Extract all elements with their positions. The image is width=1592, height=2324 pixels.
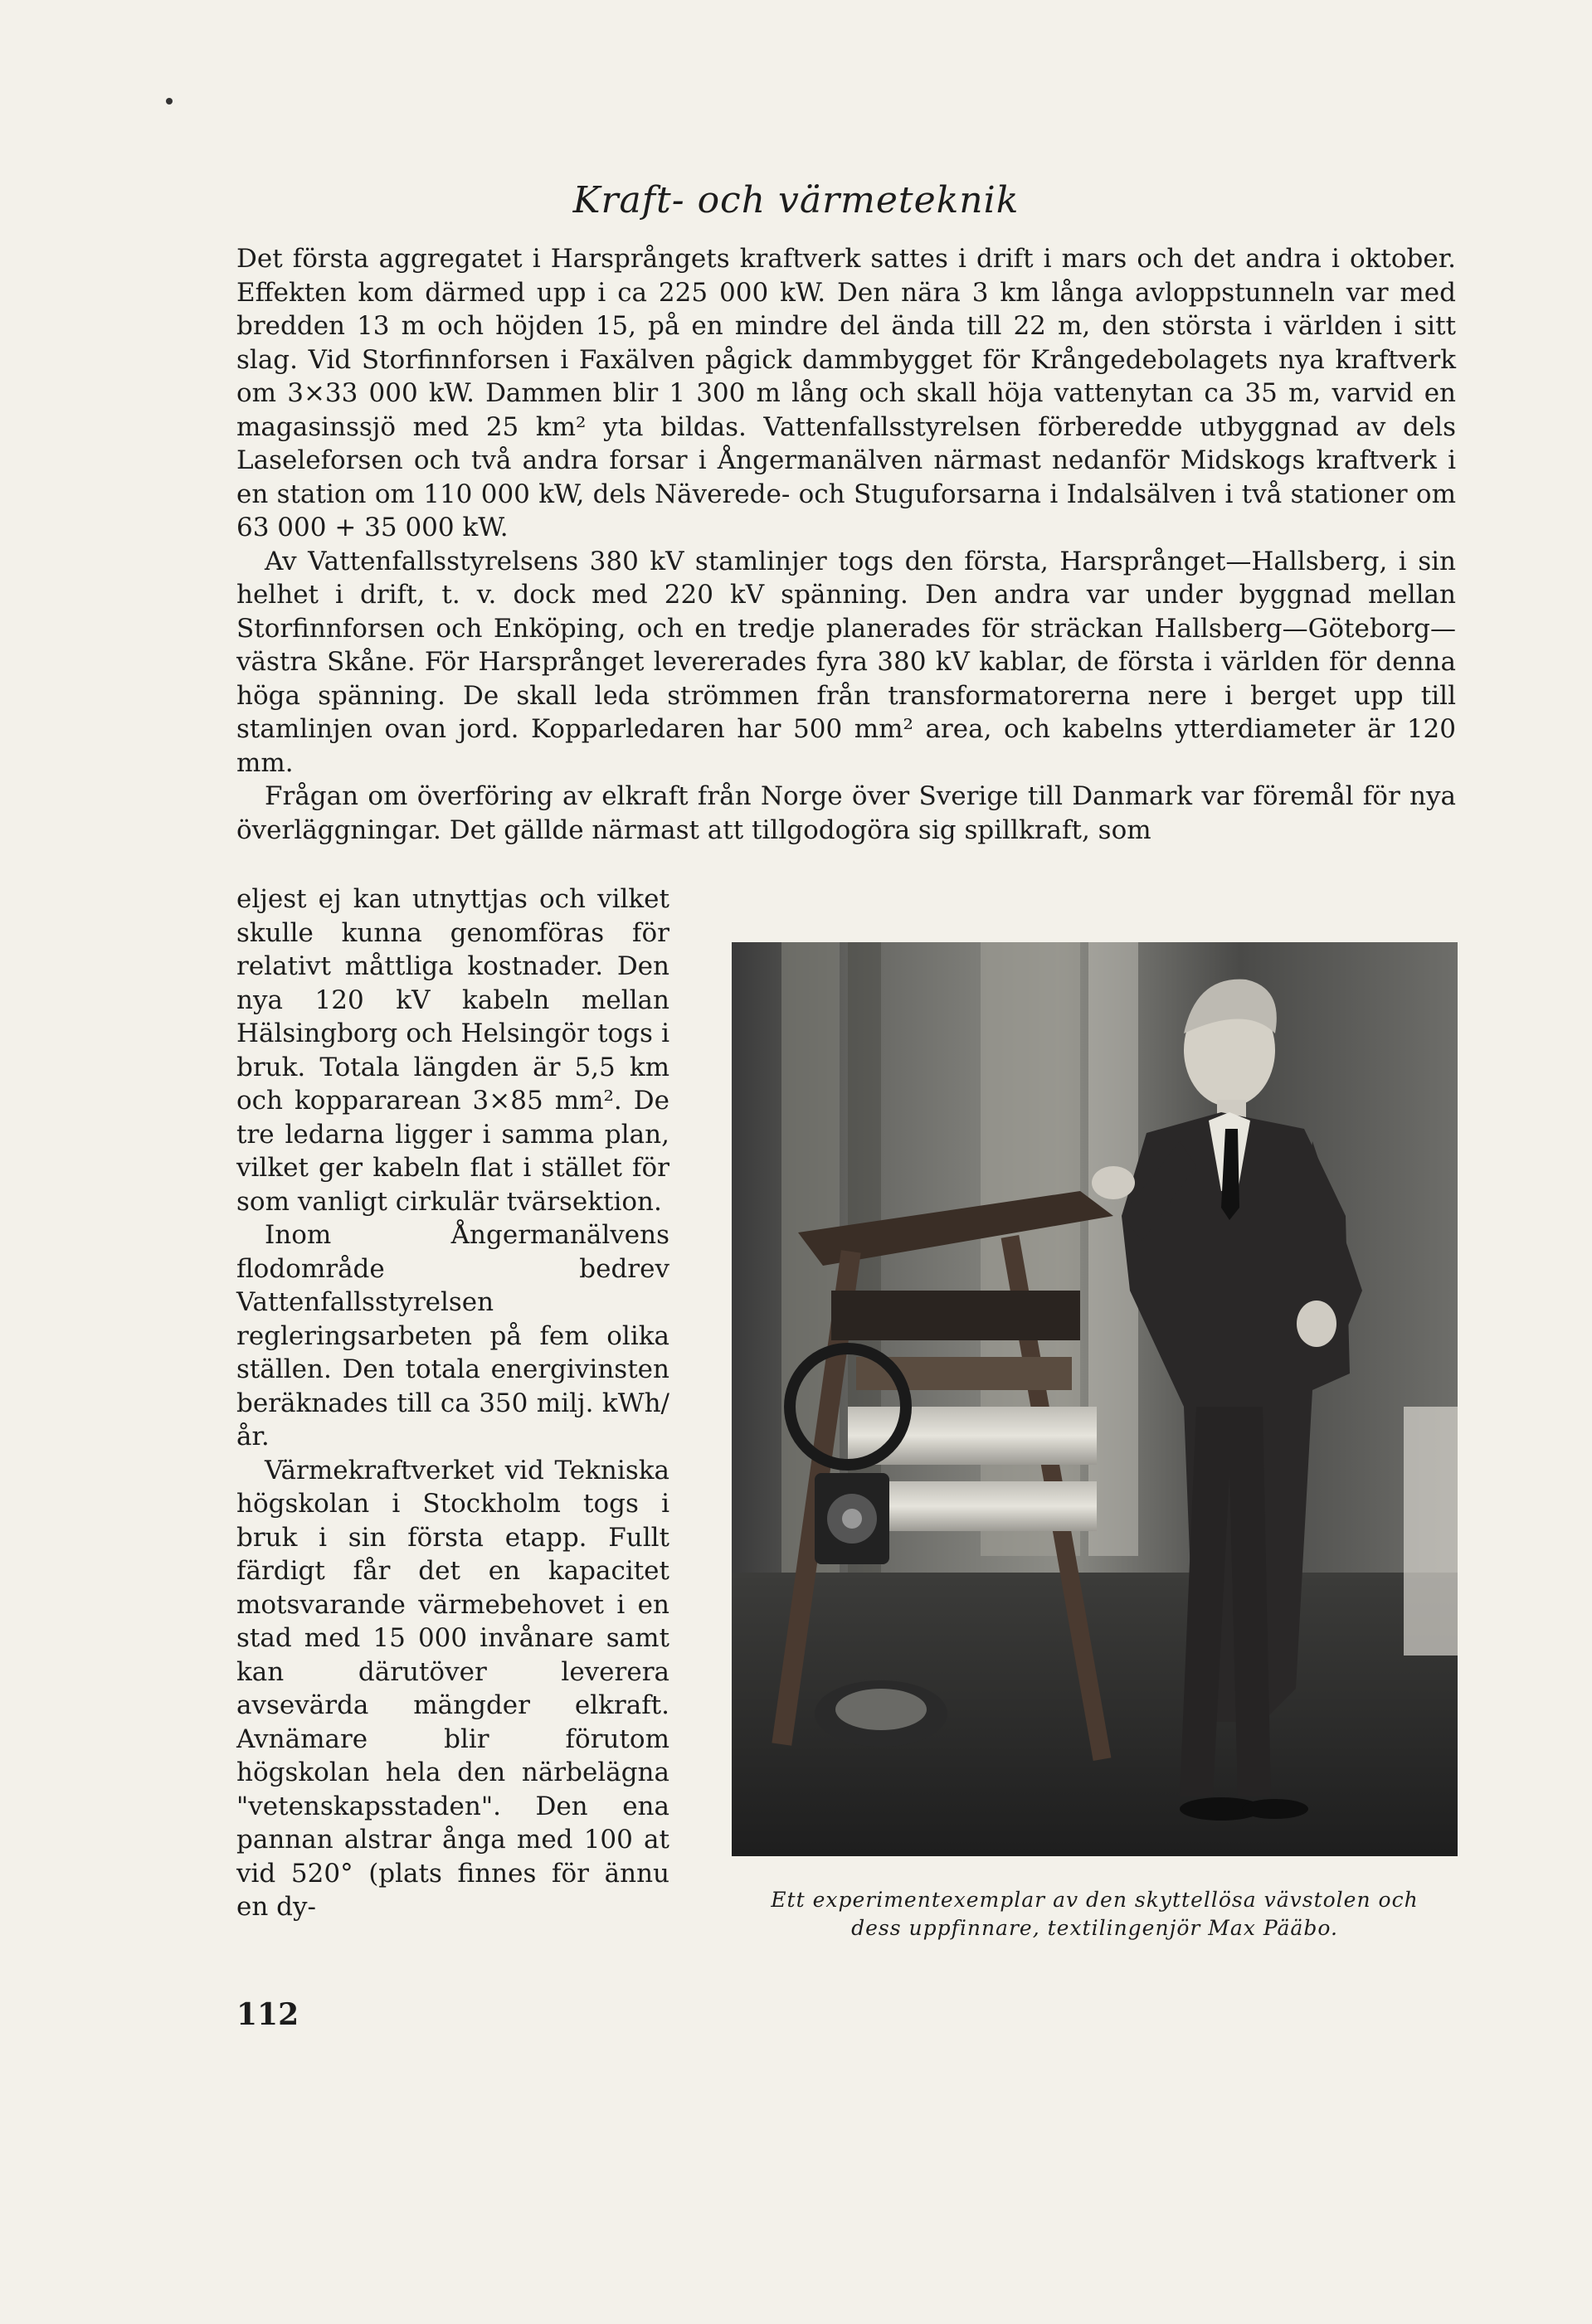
page-number: 112 <box>236 1997 299 2032</box>
paragraph-angermanalven: Inom Ångermanälvens flodområde bedrev Vattenfallsstyrelsen regleringsarbeten på fem olika ställen. Den totala energivinsten beräknades till ca 350 milj. kWh/år. <box>236 1220 669 1451</box>
paragraph-harspranget: Det första aggregatet i Harsprångets kraftverk sattes i drift i mars och det andra i oktober. Effekten kom därmed upp i ca 225 000 kW. Den nära 3 km långa avloppstunneln var med bredden 13 m och höjden 15, på en mindre del ända till 22 m, den största i världen i sitt slag. Vid Storfinnforsen i Faxälven pågick dammbygget för Krångedebolagets nya kraftverk om 3×33 000 kW. Dammen blir 1 300 m lång och skall höja vattenytan ca 35 m, varvid en magasinssjö med 25 km² yta bildas. Vattenfallsstyrelsen förberedde utbyggnad av dels Laseleforsen och två andra forsar i Ångermanälven närmast nedanför Midskogs kraftverk i en station om 110 000 kW, dels Näverede- och Stuguforsarna i Indalsälven i två stationer om 63 000 + 35 000 kW. <box>236 244 1456 542</box>
photo-loom-and-inventor <box>732 942 1458 1856</box>
left-text-column <box>236 882 669 1924</box>
paragraph-varmekraftverket: Värmekraftverket vid Tekniska högskolan i Stockholm togs i bruk i sin första etapp. Fullt färdigt får det en kapacitet motsvarande värmebehovet i en stad med 15 000 invånare samt kan därutöver leverera avsevärda mängder elkraft. Avnämare blir förutom högskolan hela den närbelägna "vetenskapsstaden". Den ena pannan alstrar ånga med 100 at vid 520° (plats finnes för ännu en dy- <box>236 1455 669 1922</box>
loom-photograph <box>732 942 1458 1856</box>
caption-line-1: Ett experimentexemplar av den skyttellösa vävstolen och <box>771 1888 1419 1912</box>
print-dot <box>166 98 173 105</box>
paragraph-kabel: eljest ej kan utnyttjas och vilket skulle kunna genomföras för relativt måttliga kostnader. Den nya 120 kV kabeln mellan Hälsingborg och Helsingör togs i bruk. Totala längden är 5,5 km och koppararean 3×85 mm². De tre ledarna ligger i samma plan, vilket ger kabeln flat i stället för som vanligt cirkulär tvärsektion. <box>236 884 669 1217</box>
paragraph-elkraft-norge: Frågan om överföring av elkraft från Norge över Sverige till Danmark var föremål för nya överläggningar. Det gällde närmast att tillgodogöra sig spillkraft, som <box>236 781 1456 845</box>
top-text-block <box>236 242 1456 847</box>
running-title: Kraft- och värmeteknik <box>572 179 1020 221</box>
caption-line-2: dess uppfinnare, textilingenjör Max Pääbo. <box>851 1916 1338 1940</box>
paragraph-stamlinjer: Av Vattenfallsstyrelsens 380 kV stamlinjer togs den första, Harsprånget—Hallsberg, i sin helhet i drift, t. v. dock med 220 kV spänning. Den andra var under byggnad mellan Storfinnforsen och Enköping, och en tredje planerades för sträckan Hallsberg—Göteborg—västra Skåne. För Harsprånget levererades fyra 380 kV kablar, de första i världen för denna höga spänning. De skall leda strömmen från transformatorerna nere i berget upp till stamlinjen ovan jord. Kopparledaren har 500 mm² area, och kabelns ytterdiameter är 120 mm. <box>236 546 1456 778</box>
figure-caption <box>715 1886 1474 1942</box>
